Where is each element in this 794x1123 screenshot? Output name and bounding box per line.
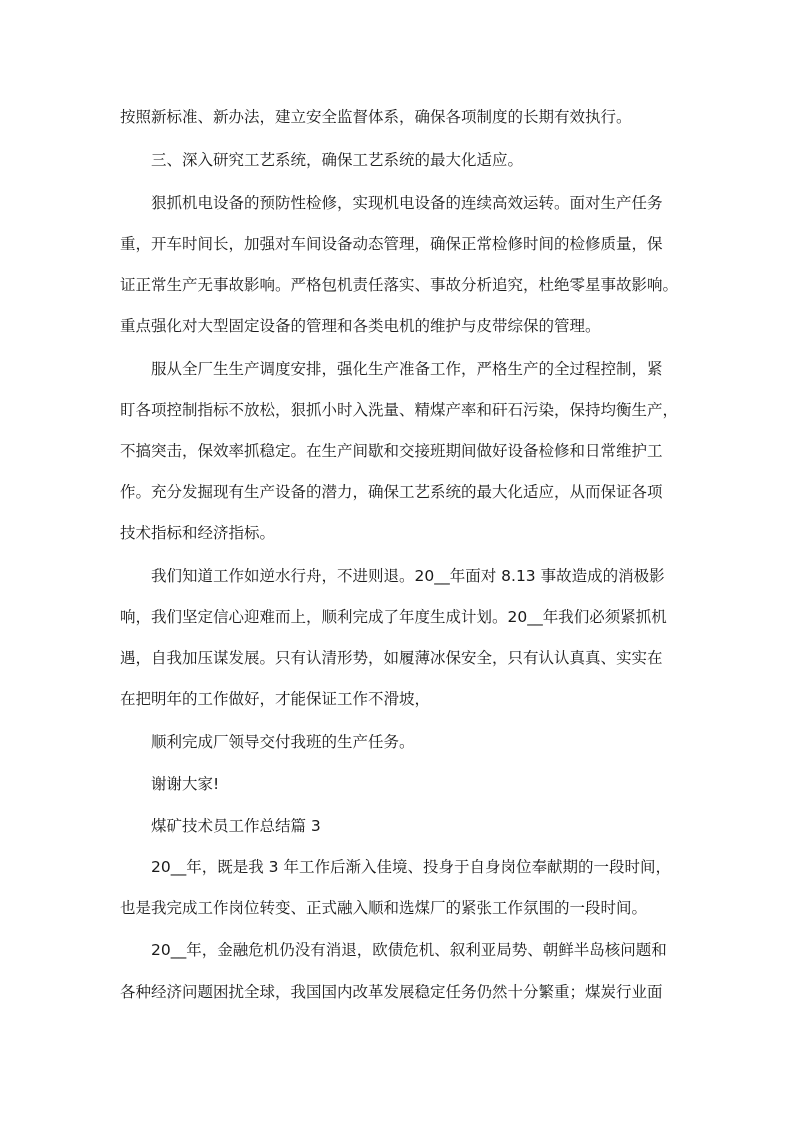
text-line: 响，我们坚定信心迎难而上，顺利完成了年度生成计划。20__年我们必须紧抓机 bbox=[120, 608, 667, 626]
text-line: 谢谢大家! bbox=[151, 775, 220, 793]
text-line: 盯各项控制指标不放松，狠抓小时入洗量、精煤产率和矸石污染，保持均衡生产， bbox=[120, 401, 679, 419]
text-line: 我们知道工作如逆水行舟，不进则退。20__年面对 8.13 事故造成的消极影 bbox=[151, 567, 665, 585]
text-line: 顺利完成厂领导交付我班的生产任务。 bbox=[151, 733, 415, 751]
text-line: 重点强化对大型固定设备的管理和各类电机的维护与皮带综保的管理。 bbox=[120, 317, 601, 335]
text-line: 各种经济问题困扰全球，我国国内改革发展稳定任务仍然十分繁重；煤炭行业面 bbox=[120, 983, 663, 1001]
text-line: 狠抓机电设备的预防性检修，实现机电设备的连续高效运转。面对生产任务 bbox=[151, 194, 663, 212]
text-line: 技术指标和经济指标。 bbox=[120, 524, 276, 542]
text-line: 作。充分发掘现有生产设备的潜力，确保工艺系统的最大化适应，从而保证各项 bbox=[120, 483, 663, 501]
section-heading: 三、深入研究工艺系统，确保工艺系统的最大化适应。 bbox=[151, 151, 524, 169]
text-line: 按照新标准、新办法，建立安全监督体系，确保各项制度的长期有效执行。 bbox=[120, 108, 632, 126]
text-line: 重，开车时间长，加强对车间设备动态管理，确保正常检修时间的检修质量，保 bbox=[120, 235, 663, 253]
text-line: 遇，自我加压谋发展。只有认清形势，如履薄冰保安全，只有认认真真、实实在 bbox=[120, 649, 663, 667]
text-line: 在把明年的工作做好，才能保证工作不滑坡， bbox=[120, 690, 431, 708]
section-title: 煤矿技术员工作总结篇 3 bbox=[151, 817, 321, 835]
text-line: 不搞突击，保效率抓稳定。在生产间歇和交接班期间做好设备检修和日常维护工 bbox=[120, 442, 663, 460]
text-line: 服从全厂生生产调度安排，强化生产准备工作，严格生产的全过程控制，紧 bbox=[151, 360, 663, 378]
text-line: 20__年，既是我 3 年工作后渐入佳境、投身于自身岗位奉献期的一段时间， bbox=[151, 858, 671, 876]
text-line: 也是我完成工作岗位转变、正式融入顺和选煤厂的紧张工作氛围的一段时间。 bbox=[120, 899, 648, 917]
text-line: 20__年，金融危机仍没有消退，欧债危机、叙利亚局势、朝鲜半岛核问题和 bbox=[151, 941, 667, 959]
text-line: 证正常生产无事故影响。严格包机责任落实、事故分析追究，杜绝零星事故影响。 bbox=[120, 276, 679, 294]
